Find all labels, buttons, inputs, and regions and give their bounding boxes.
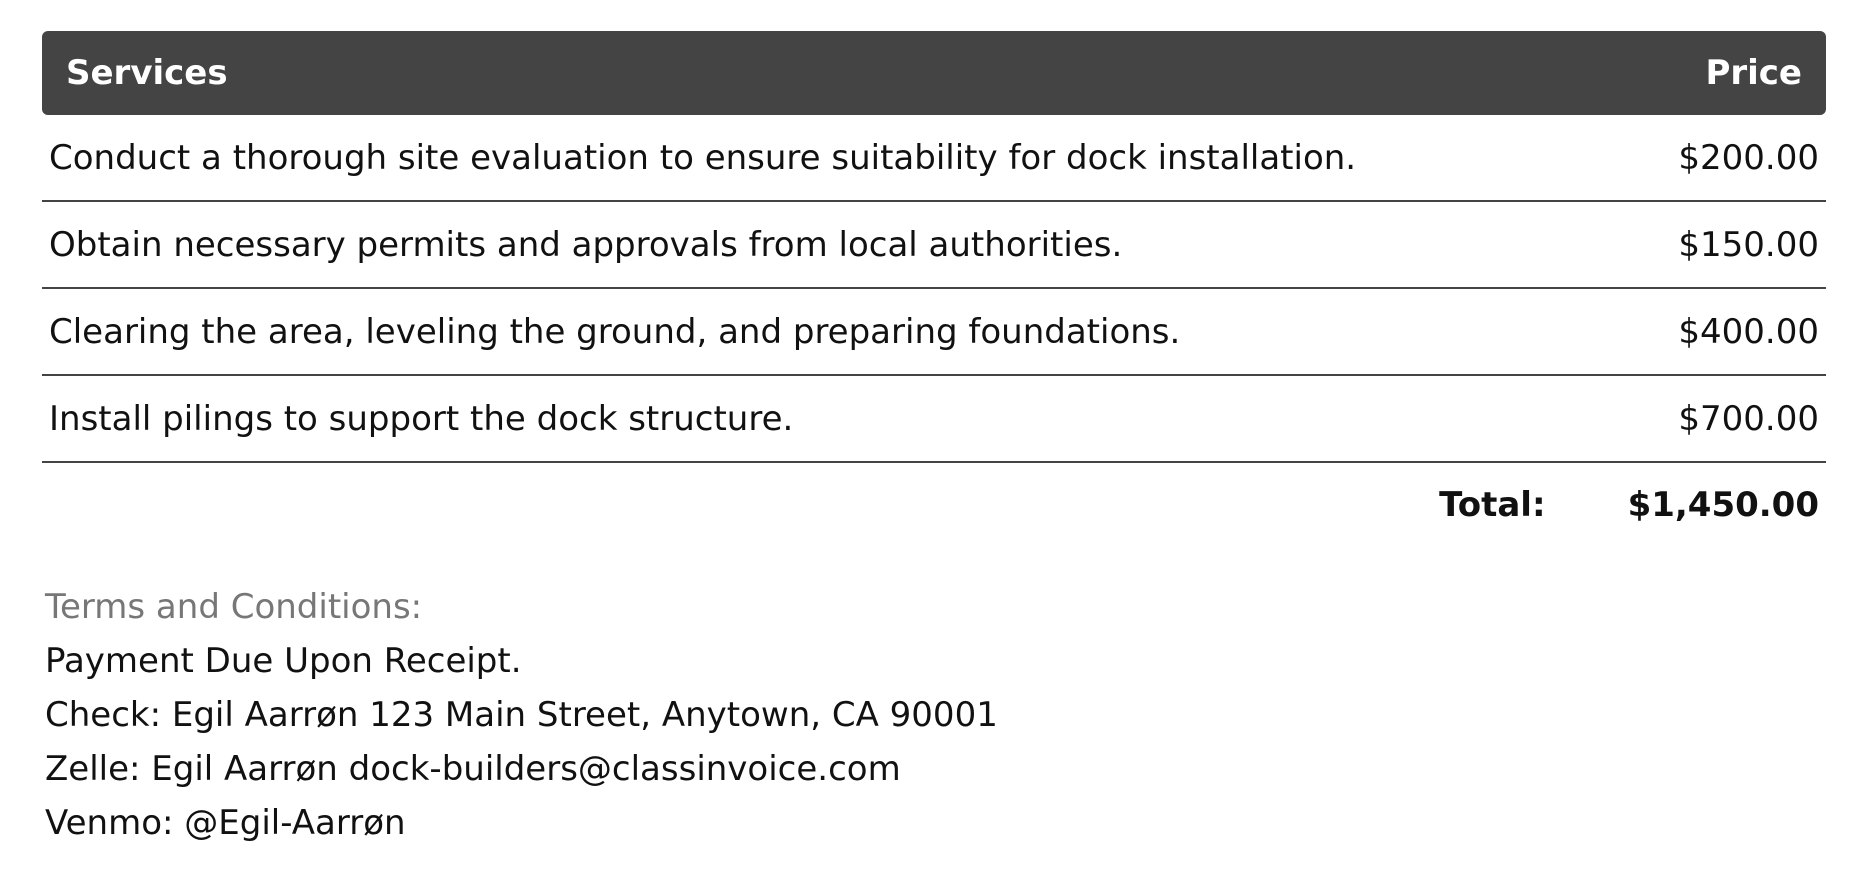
service-price: $400.00 — [1678, 311, 1819, 352]
service-description: Install pilings to support the dock structure. — [49, 398, 794, 439]
service-description: Conduct a thorough site evaluation to ensure suitability for dock installation. — [49, 137, 1357, 178]
service-description: Obtain necessary permits and approvals from local authorities. — [49, 224, 1123, 265]
table-row — [42, 289, 1826, 376]
services-column-header: Services — [66, 53, 228, 93]
services-table — [42, 31, 1826, 547]
table-row — [42, 376, 1826, 463]
service-price: $700.00 — [1678, 398, 1819, 439]
table-row — [42, 202, 1826, 289]
terms-line-payment: Payment Due Upon Receipt. — [45, 641, 522, 681]
terms-section — [45, 580, 998, 850]
service-price: $200.00 — [1678, 137, 1819, 178]
table-row — [42, 115, 1826, 202]
price-column-header: Price — [1705, 53, 1802, 93]
table-header — [42, 31, 1826, 115]
service-price: $150.00 — [1678, 224, 1819, 265]
terms-line-venmo: Venmo: @Egil-Aarrøn — [45, 803, 406, 843]
terms-line-check: Check: Egil Aarrøn 123 Main Street, Anytown, CA 90001 — [45, 695, 998, 735]
terms-title: Terms and Conditions: — [45, 587, 423, 627]
total-label: Total: — [1439, 485, 1546, 525]
total-row — [42, 463, 1826, 547]
service-description: Clearing the area, leveling the ground, and preparing foundations. — [49, 311, 1181, 352]
terms-line-zelle: Zelle: Egil Aarrøn dock-builders@classinvoice.com — [45, 749, 901, 789]
total-value: $1,450.00 — [1627, 485, 1819, 525]
